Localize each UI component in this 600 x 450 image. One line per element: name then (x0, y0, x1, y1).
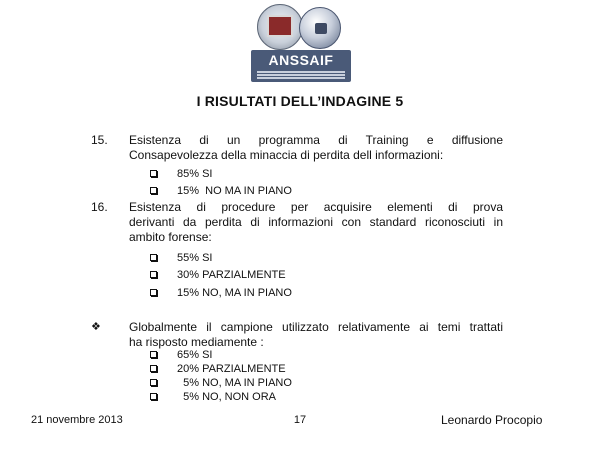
checkbox-icon (150, 351, 157, 358)
checkbox-icon (150, 187, 157, 194)
item-text (129, 133, 503, 163)
logo-name: ANSSAIF (268, 52, 334, 68)
option-label: 5% NO, MA IN PIANO (177, 377, 292, 389)
option-label: 30% PARZIALMENTE (177, 269, 286, 281)
logo-banner (251, 50, 351, 82)
checkbox-icon (150, 289, 157, 296)
item-line: ha risposto mediamente : (129, 335, 264, 349)
checkbox-icon (150, 271, 157, 278)
globe-lock-icon (299, 7, 341, 49)
checkbox-icon (150, 254, 157, 261)
option-item (150, 390, 277, 432)
option-label: 55% SI (177, 252, 213, 264)
footer-author: Leonardo Procopio (441, 413, 543, 427)
university-seal-icon (257, 4, 303, 50)
item-number: 16. (91, 200, 108, 214)
item-text (129, 200, 503, 245)
item-number: 15. (91, 133, 108, 147)
checkbox-icon (150, 170, 157, 177)
checkbox-icon (150, 379, 157, 386)
item-line: derivanti da perdita di informazioni con standard riconosciuti in (129, 215, 503, 229)
logo-fineprint (257, 71, 345, 73)
page-number: 17 (293, 414, 307, 426)
option-label: 15% NO MA IN PIANO (177, 185, 292, 197)
checkbox-icon (150, 365, 157, 372)
option-label: 85% SI (177, 168, 213, 180)
option-label: 15% NO, MA IN PIANO (177, 287, 292, 299)
item-text (129, 320, 503, 350)
item-line: Consapevolezza della minaccia di perdita dell informazioni: (129, 148, 444, 162)
checkbox-icon (150, 393, 157, 400)
option-label: 65% SI (177, 349, 213, 361)
item-line: Esistenza di un programma di Training e diffusione (129, 133, 503, 147)
item-line: Globalmente il campione utilizzato relativamente ai temi trattati (129, 320, 503, 334)
anssaif-logo (251, 4, 351, 82)
slide-title: I RISULTATI DELL’INDAGINE 5 (196, 93, 404, 109)
option-label: 5% NO, NON ORA (177, 391, 277, 403)
diamond-bullet-icon: ❖ (91, 321, 101, 333)
footer-date: 21 novembre 2013 (31, 414, 123, 426)
item-line: ambito forense: (129, 230, 212, 244)
option-label: 20% PARZIALMENTE (177, 363, 286, 375)
item-line: Esistenza di procedure per acquisire elementi di prova (129, 200, 503, 214)
